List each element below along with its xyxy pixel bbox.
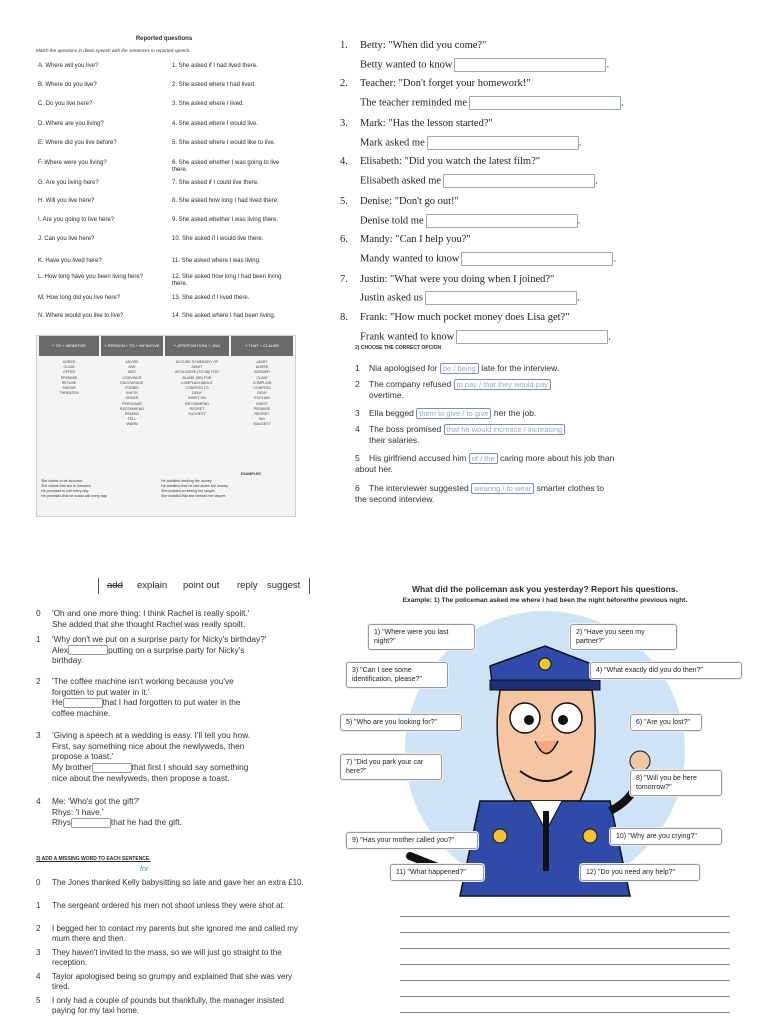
verb-item: PROMISE — [60, 375, 78, 380]
answer: 10. She asked if I would live there. — [172, 236, 264, 242]
option-dropdown[interactable]: be / being — [440, 363, 479, 374]
answer: 8. She asked how long I had lived there. — [172, 198, 279, 204]
verb-item: CONFESS TO — [185, 386, 209, 391]
word-bank-item: suggest — [267, 580, 301, 591]
gap-input[interactable] — [92, 763, 132, 773]
verb-item: REMIND — [124, 412, 140, 417]
option-item — [355, 408, 615, 419]
verb-item: BLAME (SB) FOR — [182, 375, 212, 380]
verb-item: CLAIM — [63, 365, 75, 370]
item-text: coffee machine. — [52, 708, 111, 718]
report-sentences-exercise — [330, 30, 750, 350]
gap-input[interactable] — [71, 818, 111, 828]
example-sentence: She claims to be innocent. — [41, 479, 84, 483]
quote-text: Elisabeth: "Did you watch the latest film?" — [360, 156, 541, 167]
verb-column — [41, 360, 97, 396]
answer-input[interactable] — [425, 291, 577, 305]
matching-worksheet — [30, 30, 298, 520]
item-number: 5 — [355, 453, 360, 463]
verb-item: COMPLAIN ABOUT — [181, 380, 213, 385]
verb-item: APOLOGISE (TO SB) FOR — [175, 370, 219, 375]
item-text: Rhys — [52, 817, 71, 828]
pre-text: The boss promised — [369, 424, 442, 434]
answer-input[interactable] — [456, 330, 608, 344]
match-row — [30, 236, 298, 256]
answer-input[interactable] — [443, 174, 595, 188]
item-number: 5 — [36, 996, 41, 1005]
reporting-verbs-exercise — [30, 570, 330, 1024]
section-heading: 2) CHOOSE THE CORRECT OPCION — [355, 345, 442, 351]
post-text: caring more about his job than about her. — [355, 453, 615, 474]
choose-option-exercise — [355, 345, 755, 515]
question: D. Where are you living? — [38, 121, 104, 127]
question: F. Where were you living? — [38, 160, 107, 166]
verb-column — [167, 360, 227, 417]
verb-item: INSIST — [256, 401, 268, 406]
quote-text: Betty: "When did you come?" — [360, 40, 487, 51]
question: L. How long have you been living here? — [38, 274, 144, 280]
verb-item: SUGGEST — [188, 412, 206, 417]
quote-line — [340, 118, 493, 129]
item-number: 4 — [36, 796, 41, 806]
speech-bubble: 4) "What exactly did you do then?" — [590, 662, 742, 679]
speech-bubble: 9) "Has your mother called you?" — [346, 832, 478, 849]
exercise-item — [36, 634, 306, 666]
item-text: nice about the newlyweds, then propose a toast. — [52, 772, 230, 783]
example-sentence: He admitted that he had stolen the money. — [161, 484, 229, 488]
item-text: The sergeant ordered his men not shoot unless they were shot at. — [52, 901, 286, 910]
item-number: 1 — [36, 901, 41, 910]
post-text: late for the interview. — [481, 363, 560, 373]
answer-input[interactable] — [469, 96, 621, 110]
worksheet-instruction: Match the questions in direct speech with the sentences in reported speech. — [36, 48, 191, 53]
item-number: 3. — [340, 118, 348, 129]
item-text: I begged her to contact my parents but she ignored me and called my mum there and then. — [52, 924, 298, 943]
question: E. Where did you live before? — [38, 140, 117, 146]
answer-input[interactable] — [461, 252, 613, 266]
verb-item: INVITE — [126, 391, 138, 396]
verb-item: PROMISE — [253, 406, 271, 411]
item-text: forgotten to put water in it.' — [52, 686, 150, 697]
option-item — [355, 363, 615, 374]
verb-item: DENY — [257, 391, 267, 396]
item-number: 4. — [340, 156, 348, 167]
examples-label: EXAMPLES — [241, 472, 261, 476]
example-sentence: She insisted that she needed her lawyer. — [161, 494, 226, 498]
verb-item: ADMIT — [191, 365, 203, 370]
item-text: 'Why don't we put on a surprise party for Nicky's birthday?' — [52, 634, 267, 644]
post-text: their salaries. — [369, 435, 420, 445]
option-item — [355, 379, 615, 401]
verb-item: SUGGEST — [253, 422, 271, 427]
option-dropdown[interactable]: wearing / to wear — [471, 483, 534, 494]
question: N. Where would you like to live? — [38, 313, 124, 319]
answer-line: Denise told me . — [360, 215, 581, 227]
item-text: 'The coffee machine isn't working because you've — [52, 676, 234, 686]
item-text: putting on a surprise party for Nicky's — [108, 644, 245, 655]
grammar-header: + (PREPOSITION) + -ING — [165, 336, 229, 356]
answer: 3. She asked where I lived. — [172, 101, 245, 107]
lead-text: The teacher reminded me — [360, 97, 467, 109]
verb-item: SWEAR — [62, 386, 76, 391]
question: A. Where will you live? — [38, 63, 99, 69]
match-row — [30, 82, 298, 102]
quote-line — [340, 78, 530, 89]
verb-item: COMPLAIN — [252, 380, 272, 385]
handwritten-hint: for — [140, 866, 149, 873]
missing-word-item — [36, 924, 306, 944]
verb-item: BEG — [128, 370, 136, 375]
post-text: her the job. — [493, 408, 537, 418]
verb-item: ADMIT — [256, 360, 268, 364]
answer: 4. She asked where I would live. — [172, 121, 259, 127]
example-sentence: He admitted stealing the money. — [161, 479, 213, 483]
quote-line — [340, 196, 459, 207]
item-text: The Jones thanked Kelly babysitting so late and gave her an extra £10. — [52, 878, 304, 887]
item-number: 4 — [36, 972, 41, 981]
question: M. How long did you live here? — [38, 295, 121, 301]
match-row — [30, 101, 298, 121]
grammar-header: + THAT + CLAUSE — [231, 336, 293, 356]
item-text: that he had the gift. — [110, 817, 182, 828]
speech-bubble: 1) "Where were you last night?" — [368, 624, 475, 650]
word-bank-item: add — [107, 580, 123, 591]
verb-item: PERSUADE — [122, 401, 142, 406]
verb-item: RECOMMEND — [120, 406, 144, 411]
item-text: He — [52, 697, 63, 708]
item-number: 6. — [340, 234, 348, 245]
pre-text: Nia apologised for — [369, 363, 438, 373]
reporting-verbs-table — [36, 335, 296, 517]
speech-bubble: 11) "What happened?" — [390, 864, 484, 881]
exercise-item — [36, 608, 306, 629]
answer-line: Betty wanted to know . — [360, 59, 610, 71]
answer-line[interactable] — [400, 980, 730, 981]
answer-line[interactable] — [400, 964, 730, 965]
answer: 6. She asked whether I was going to live there. — [172, 160, 280, 173]
word-bank-item: reply — [237, 580, 258, 591]
quote-line — [340, 274, 554, 285]
verb-item: WARN — [126, 422, 138, 427]
answer: 2. She asked where I had lived. — [172, 82, 256, 88]
gap-input[interactable] — [63, 698, 103, 708]
exercise-item — [36, 796, 306, 828]
quote-text: Denise: "Don't go out!" — [360, 196, 459, 207]
verb-item: CONFESS — [253, 386, 271, 391]
missing-word-item — [36, 972, 306, 992]
question: K. Have you lived here? — [38, 258, 102, 264]
item-text: She added that she thought Rachel was really spoilt. — [52, 618, 246, 629]
answer: 11. She asked where I was living. — [172, 258, 261, 264]
verb-item: OFFER — [62, 370, 76, 375]
exercise-example: Example: 1) The policeman asked me where I had been the night before/the previous night. — [402, 597, 688, 604]
verb-column — [233, 360, 291, 428]
option-item — [355, 483, 615, 505]
lead-text: Justin asked us — [360, 292, 423, 304]
match-row — [30, 274, 298, 294]
example-sentence: He promised to call every day. — [41, 489, 90, 493]
lead-text: Frank wanted to know — [360, 331, 455, 343]
example-sentence: She claims that she is innocent. — [41, 484, 92, 488]
option-item — [355, 453, 615, 475]
answer-line: Justin asked us . — [360, 292, 580, 304]
policeman-questions-exercise — [340, 580, 750, 1024]
grammar-header: + TO + INFINITIVE — [39, 336, 99, 356]
examples-right — [161, 479, 291, 499]
item-text: that first I should say something — [131, 761, 249, 772]
lead-text: Denise told me — [360, 215, 424, 227]
match-row — [30, 217, 298, 237]
word-bank-item: explain — [137, 580, 168, 591]
quote-text: Mandy: "Can I help you?" — [360, 234, 471, 245]
lead-text: Betty wanted to know — [360, 59, 453, 71]
verb-item: RECOMMEND — [185, 401, 209, 406]
item-number: 7. — [340, 274, 348, 285]
item-number: 6 — [355, 483, 360, 493]
exercise-title: What did the policeman ask you yesterday? Report his questions. — [412, 584, 678, 594]
match-row — [30, 313, 298, 333]
worksheet-title: Reported questions — [135, 36, 193, 42]
verb-item: SAY — [258, 417, 266, 422]
option-dropdown[interactable]: that he would increase / increasing — [444, 424, 566, 435]
item-number: 1 — [36, 634, 41, 644]
missing-word-item — [36, 948, 306, 968]
question: G. Are you living here? — [38, 180, 99, 186]
verb-item: EXPLAIN — [254, 396, 270, 401]
item-text: They haven't invited to the mass, so we will just go straight to the reception. — [52, 948, 282, 967]
item-number: 8. — [340, 312, 348, 323]
item-number: 3 — [36, 730, 41, 740]
quote-line — [340, 234, 471, 245]
verb-item: FORBID — [125, 386, 139, 391]
missing-word-item — [36, 996, 306, 1016]
item-text: that I had forgotten to put water in the — [102, 697, 241, 708]
pre-text: The interviewer suggested — [369, 483, 469, 493]
verb-item: CONVINCE — [122, 375, 142, 380]
match-row — [30, 180, 298, 200]
post-text: smarter clothes to the second interview. — [355, 483, 605, 504]
option-dropdown[interactable]: to pay / that they would pay — [454, 379, 551, 390]
speech-bubble: 3) "Can I see some identification, please?" — [346, 662, 448, 688]
item-text: Alex — [52, 644, 69, 655]
quote-line — [340, 40, 486, 51]
answer-line: Elisabeth asked me . — [360, 175, 598, 187]
item-text: 'Oh and one more thing: I think Rachel is really spoilt.' — [52, 608, 250, 618]
grammar-header: + PERSON + TO + INFINITIVE — [101, 336, 163, 356]
match-row — [30, 63, 298, 83]
missing-word-item — [36, 901, 306, 911]
verb-item: ENCOURAGE — [120, 380, 144, 385]
item-number: 0 — [36, 878, 41, 887]
examples-left — [41, 479, 161, 499]
item-text: Me: 'Who's got the gift?' — [52, 796, 140, 806]
verb-item: AGREE — [255, 365, 269, 370]
post-text: overtime. — [369, 390, 404, 400]
word-bank-item: point out — [183, 580, 220, 591]
answer-input[interactable] — [426, 214, 578, 228]
answer-line: The teacher reminded me . — [360, 97, 624, 109]
answer-line[interactable] — [400, 1012, 730, 1013]
answer: 5. She asked where I would like to live. — [172, 140, 276, 146]
item-text: Taylor apologised being so grumpy and explained that she was very tired. — [52, 972, 293, 991]
question: J. Can you live here? — [38, 236, 95, 242]
answer-line[interactable] — [400, 916, 730, 917]
example-sentence: She insisted on seeing her lawyer. — [161, 489, 216, 493]
answer: 14. She asked where I had been living. — [172, 313, 276, 319]
quote-line — [340, 312, 569, 323]
speech-bubble: 5) "Who are you looking for?" — [340, 714, 462, 731]
verb-item: TELL — [127, 417, 137, 422]
verb-item: CLAIM — [256, 375, 268, 380]
item-text: First, say something nice about the newlyweds, then — [52, 740, 245, 751]
exercise-item — [36, 676, 306, 719]
verb-item: DENY — [192, 391, 202, 396]
question: I. Are you going to live here? — [38, 217, 115, 223]
verb-item: INSIST ON — [188, 396, 206, 401]
verb-item: REGRET — [189, 406, 205, 411]
item-number: 2 — [36, 676, 41, 686]
answer-line[interactable] — [400, 932, 730, 933]
example-sentence: He promised that he would call every day. — [41, 494, 108, 498]
question: B. Where do you live? — [38, 82, 97, 88]
quote-text: Justin: "What were you doing when I joined?" — [360, 274, 555, 285]
item-text: 'Giving a speech at a wedding is easy. I'll tell you how. — [52, 730, 251, 740]
item-number: 4 — [355, 424, 360, 434]
verb-item: REFUSE — [61, 380, 77, 385]
quote-line — [340, 156, 540, 167]
gap-input[interactable] — [68, 645, 108, 655]
question: H. Will you live here? — [38, 198, 95, 204]
answer: 7. She asked if I could live there. — [172, 180, 259, 186]
answer-input[interactable] — [454, 58, 606, 72]
option-dropdown[interactable]: of / the — [469, 453, 498, 464]
speech-bubble: 7) "Did you park your car here?" — [340, 754, 442, 780]
answer-input[interactable] — [427, 136, 579, 150]
option-dropdown[interactable]: them to give / to give — [416, 408, 491, 419]
match-row — [30, 140, 298, 160]
answer-line: Mandy wanted to know . — [360, 253, 617, 265]
verb-item: ADVISE — [125, 360, 139, 364]
item-text: birthday. — [52, 655, 84, 666]
answer-line[interactable] — [400, 948, 730, 949]
speech-bubble: 2) "Have you seen my partner?" — [570, 624, 677, 650]
verb-item: ANSWER — [254, 370, 270, 375]
pre-text: The company refused — [369, 379, 452, 389]
quote-text: Frank: "How much pocket money does Lisa get?" — [360, 312, 570, 323]
lead-text: Elisabeth asked me — [360, 175, 442, 187]
match-row — [30, 121, 298, 141]
section-heading: 3) ADD A MISSING WORD TO EACH SENTENCE. — [36, 856, 151, 862]
answer: 9. She asked whether I was living there. — [172, 217, 279, 223]
pre-text: His girlfriend accused him — [369, 453, 467, 463]
answer-line: Mark asked me . — [360, 137, 582, 149]
item-number: 0 — [36, 608, 41, 618]
missing-word-item — [36, 878, 306, 888]
lead-text: Mark asked me — [360, 137, 425, 149]
question: C. Do you live here? — [38, 101, 93, 107]
item-text: Rhys: 'I have.' — [52, 806, 104, 817]
answer: 13. She asked if I lived there. — [172, 295, 250, 301]
item-number: 5. — [340, 196, 348, 207]
verb-item: ASK — [128, 365, 136, 370]
verb-item: REGRET — [254, 412, 270, 417]
verb-item: ORDER — [125, 396, 139, 401]
word-bank — [98, 578, 310, 594]
item-number: 2 — [355, 379, 360, 389]
verb-item: AGREE — [62, 360, 76, 364]
speech-bubble: 8) "Will you be here tomorrow?" — [630, 770, 722, 796]
lead-text: Mandy wanted to know — [360, 253, 460, 265]
pre-text: Ella begged — [369, 408, 414, 418]
verb-item: ACCUSE SOMEBODY OF — [175, 360, 219, 364]
item-number: 3 — [355, 408, 360, 418]
verb-item: THREATEN — [59, 391, 79, 396]
quote-text: Mark: "Has the lesson started?" — [360, 118, 493, 129]
exercise-item — [36, 730, 306, 783]
option-item — [355, 424, 615, 446]
item-text: My brother — [52, 761, 92, 772]
quote-text: Teacher: "Don't forget your homework!" — [360, 78, 531, 89]
item-number: 1. — [340, 40, 348, 51]
answer-line: Frank wanted to know . — [360, 331, 611, 343]
item-number: 2 — [36, 924, 41, 933]
item-number: 2. — [340, 78, 348, 89]
answer: 1. She asked if I had lived there. — [172, 63, 258, 69]
answer: 12. She asked how long I had been living there. — [172, 274, 282, 287]
item-text: I only had a couple of pounds but thankfully, the manager insisted paying for my taxi home. — [52, 996, 285, 1015]
verb-column — [103, 360, 161, 428]
item-number: 1 — [355, 363, 360, 373]
match-row — [30, 198, 298, 218]
match-row — [30, 160, 298, 180]
match-row — [30, 295, 298, 315]
answer-line[interactable] — [400, 996, 730, 997]
speech-bubble: 6) "Are you lost?" — [630, 714, 702, 731]
item-number: 3 — [36, 948, 41, 957]
speech-bubble: 12) "Do you need any help?" — [580, 864, 700, 881]
speech-bubble: 10) "Why are you crying?" — [610, 828, 722, 845]
item-text: propose a toast.' — [52, 751, 114, 762]
